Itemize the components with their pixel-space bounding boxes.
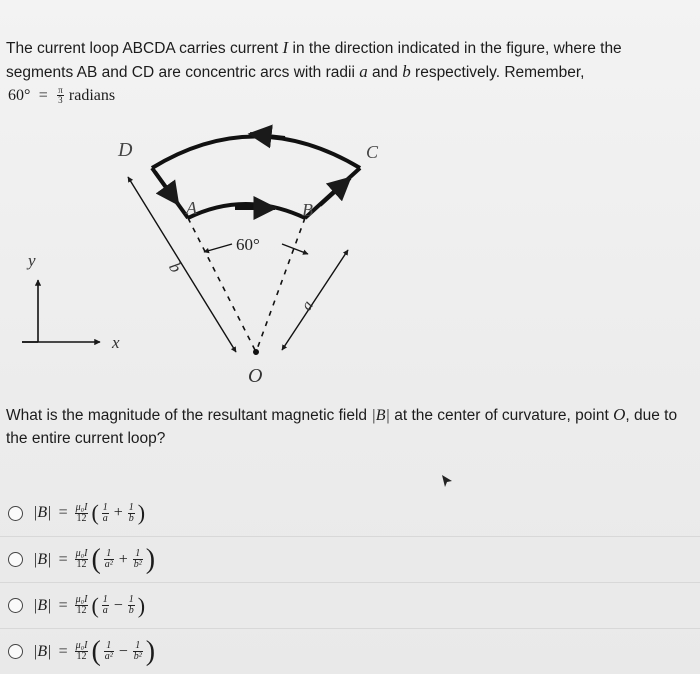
segment-da-arrow [155,172,178,204]
right-paren: ) [145,635,156,667]
lhs: |B| [33,642,52,660]
radius-b-symbol: b [402,62,411,81]
den-a: a [102,512,108,524]
arc-cd [152,137,360,169]
one: 1 [133,549,143,560]
three-denominator: 3 [58,95,63,106]
segment-bc-arrow [320,178,350,205]
radio-button-4[interactable] [8,644,23,659]
one: 1 [128,594,134,605]
current-symbol: I [282,38,289,57]
intro-text-2a: segments AB and CD are concentric arcs with radii [6,64,355,81]
one-over-b [128,503,135,524]
left-paren: ( [91,500,99,525]
label-c: C [366,142,379,162]
one-over-a [102,595,109,616]
mu-i: μ₀I [75,640,88,651]
formula-2 [31,543,156,575]
operator: − [113,596,123,614]
mu-over-twelve [75,595,89,616]
loop-figure [0,120,420,395]
intro-text-2b: and [372,64,398,81]
den-a: a [102,605,108,616]
one-over-b-squared [133,641,143,662]
one-over-a-squared [104,641,114,662]
den-b: b [128,512,134,524]
angle-degrees: 60° [8,87,31,104]
question-text [6,403,696,450]
den-a: a² [104,651,113,662]
equals: = [58,504,68,521]
mu-i: μ₀I [75,594,88,605]
one-over-b-squared [133,549,143,570]
one-over-b [128,595,135,616]
mu-over-twelve [75,503,89,524]
mu-over-twelve [75,641,89,662]
lhs: |B| [33,596,52,614]
label-radius-a: a [298,297,317,314]
question-text-b: at the center of curvature, point [394,407,609,424]
twelve: 12 [76,651,87,662]
radio-button-1[interactable] [8,506,23,521]
radius-a-dimension [282,250,348,350]
twelve: 12 [76,512,87,524]
radius-a-symbol: a [359,62,368,81]
den-b: b² [133,651,142,662]
question-text-c: , due to the entire current loop? [6,407,678,447]
field-magnitude-symbol: |B| [371,407,390,424]
radio-button-2[interactable] [8,552,23,567]
one: 1 [102,501,108,513]
label-d: D [118,139,133,161]
answer-option-3[interactable] [0,582,700,628]
intro-line-2 [6,60,686,84]
mouse-cursor-icon [440,474,454,488]
label-a: A [186,198,197,218]
question-text-a: What is the magnitude of the resultant magnetic field [6,407,368,424]
equals: = [58,642,68,660]
radio-button-3[interactable] [8,598,23,613]
label-radius-b: b [165,259,186,276]
left-paren: ( [91,592,99,618]
right-paren: ) [137,500,146,525]
equals: = [58,550,68,568]
formula-1 [31,500,146,525]
pi-symbol: π [58,85,63,96]
one: 1 [102,594,108,605]
one: 1 [128,501,134,513]
equals: = [58,596,68,614]
operator: + [118,550,128,568]
intro-text-2c: respectively. Remember, [415,64,585,81]
one: 1 [133,641,143,652]
angle-arrow-left [204,244,232,252]
answer-options [0,490,700,674]
intro-line-1 [6,36,686,60]
one: 1 [104,549,114,560]
axis-y-label: y [28,251,36,270]
left-paren: ( [91,635,101,667]
mu-over-twelve [75,549,89,570]
operator: + [113,504,123,521]
right-paren: ) [145,543,156,575]
formula-3 [31,592,146,618]
lhs: |B| [33,550,52,568]
one: 1 [104,641,114,652]
left-paren: ( [91,543,101,575]
den-a: a² [104,559,113,570]
right-paren: ) [137,592,146,618]
equals-sign: = [38,87,48,104]
center-point-o [253,349,259,355]
pi-over-three [57,86,64,105]
den-b: b² [133,559,142,570]
lhs: |B| [33,504,52,521]
radians-word: radians [68,87,116,104]
intro-text-1a: The current loop ABCDA carries current [6,40,279,57]
den-b: b [128,605,134,616]
one-over-a [102,503,109,524]
operator: − [118,642,128,660]
twelve: 12 [76,559,87,570]
formula-4 [31,635,156,667]
intro-line-3 [6,84,686,107]
answer-option-4[interactable] [0,628,700,674]
label-o: O [248,365,263,387]
mu-i: μ₀I [75,501,88,513]
twelve: 12 [76,605,87,616]
intro-text-1b: in the direction indicated in the figure, where the [292,40,622,57]
angle-arrow-right [282,244,308,254]
axis-x-label: x [112,333,120,352]
point-o-symbol: O [613,405,626,424]
one-over-a-squared [104,549,114,570]
answer-option-1[interactable] [0,490,700,536]
dashed-right [256,218,305,352]
label-b: B [302,200,313,220]
label-angle: 60° [236,235,260,254]
answer-option-2[interactable] [0,536,700,582]
problem-statement [6,36,686,107]
mu-i: μ₀I [75,548,88,559]
